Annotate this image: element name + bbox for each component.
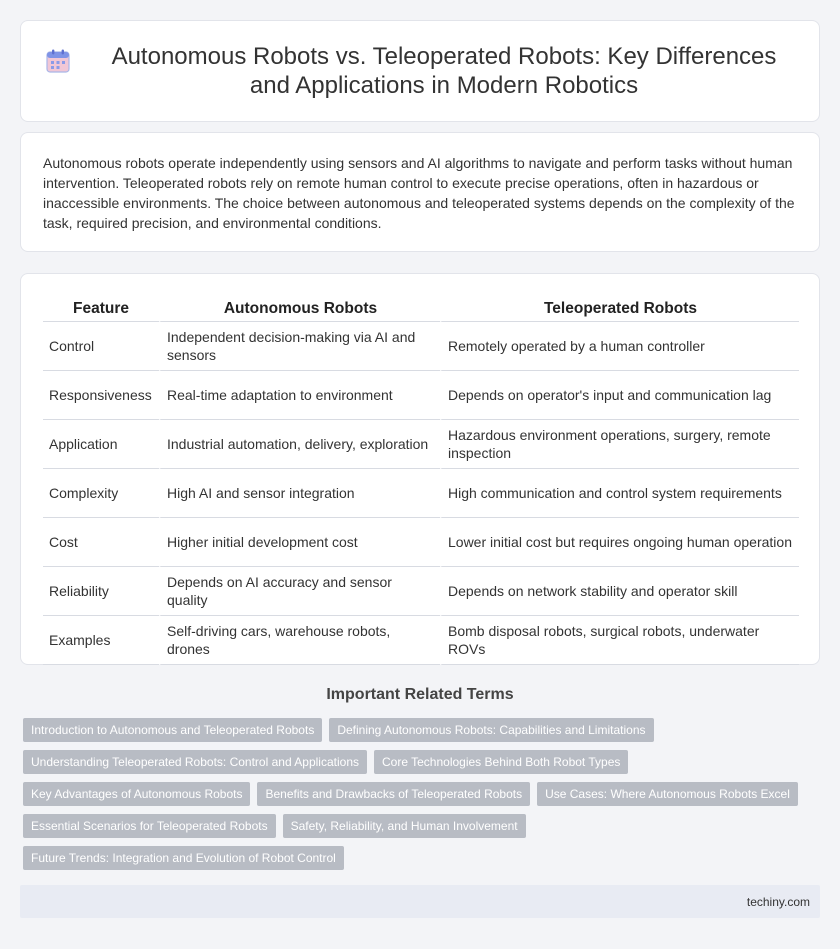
teleoperated-cell: Depends on operator's input and communication lag bbox=[440, 371, 799, 420]
teleoperated-cell: Depends on network stability and operator skill bbox=[440, 567, 799, 616]
teleoperated-cell: Lower initial cost but requires ongoing human operation bbox=[440, 518, 799, 567]
related-term-tag[interactable]: Defining Autonomous Robots: Capabilities and Limitations bbox=[329, 718, 653, 742]
autonomous-cell: Real-time adaptation to environment bbox=[159, 371, 440, 420]
table-row bbox=[43, 616, 799, 665]
autonomous-cell: Independent decision-making via AI and sensors bbox=[159, 322, 440, 371]
autonomous-cell: Self-driving cars, warehouse robots, drones bbox=[159, 616, 440, 665]
title-wrap bbox=[45, 42, 795, 100]
related-term-tag[interactable]: Understanding Teleoperated Robots: Control and Applications bbox=[23, 750, 367, 774]
header-feature: Feature bbox=[43, 296, 159, 322]
autonomous-cell: Industrial automation, delivery, exploration bbox=[159, 420, 440, 469]
header-autonomous: Autonomous Robots bbox=[159, 296, 440, 322]
related-term-tag[interactable]: Use Cases: Where Autonomous Robots Excel bbox=[537, 782, 798, 806]
table-row bbox=[43, 518, 799, 567]
teleoperated-cell: High communication and control system requirements bbox=[440, 469, 799, 518]
related-term-tag[interactable]: Key Advantages of Autonomous Robots bbox=[23, 782, 250, 806]
feature-cell: Complexity bbox=[43, 469, 159, 518]
related-terms-title: Important Related Terms bbox=[326, 686, 514, 703]
teleoperated-cell: Bomb disposal robots, surgical robots, underwater ROVs bbox=[440, 616, 799, 665]
related-term-tag[interactable]: Core Technologies Behind Both Robot Types bbox=[374, 750, 628, 774]
related-term-tag[interactable]: Safety, Reliability, and Human Involvement bbox=[283, 814, 526, 838]
table-row bbox=[43, 469, 799, 518]
teleoperated-cell: Hazardous environment operations, surgery, remote inspection bbox=[440, 420, 799, 469]
related-term-tag[interactable]: Essential Scenarios for Teleoperated Robots bbox=[23, 814, 276, 838]
header-teleoperated: Teleoperated Robots bbox=[440, 296, 799, 322]
feature-cell: Responsiveness bbox=[43, 371, 159, 420]
table-row bbox=[43, 371, 799, 420]
related-term-tag[interactable]: Introduction to Autonomous and Teleoperated Robots bbox=[23, 718, 322, 742]
feature-cell: Cost bbox=[43, 518, 159, 567]
table-row bbox=[43, 322, 799, 371]
comparison-table bbox=[43, 296, 799, 665]
table-row bbox=[43, 420, 799, 469]
feature-cell: Reliability bbox=[43, 567, 159, 616]
title-card bbox=[20, 20, 820, 122]
feature-cell: Control bbox=[43, 322, 159, 371]
page-title: Autonomous Robots vs. Teleoperated Robots: Key Differences and Applications in Modern Robotics bbox=[111, 43, 777, 99]
intro-card bbox=[20, 132, 820, 252]
feature-cell: Examples bbox=[43, 616, 159, 665]
calendar-icon bbox=[45, 48, 71, 74]
autonomous-cell: Depends on AI accuracy and sensor quality bbox=[159, 567, 440, 616]
autonomous-cell: Higher initial development cost bbox=[159, 518, 440, 567]
footer-site-link[interactable]: techiny.com bbox=[746, 894, 810, 909]
footer bbox=[20, 885, 820, 918]
related-term-tag[interactable]: Benefits and Drawbacks of Teleoperated Robots bbox=[257, 782, 530, 806]
comparison-card bbox=[20, 273, 820, 665]
related-terms-list bbox=[23, 718, 823, 878]
autonomous-cell: High AI and sensor integration bbox=[159, 469, 440, 518]
related-term-tag[interactable]: Future Trends: Integration and Evolution of Robot Control bbox=[23, 846, 344, 870]
intro-paragraph: Autonomous robots operate independently using sensors and AI algorithms to navigate and perform tasks without human intervention. Teleoperated robots rely on remote human control to execute precise operations, often in hazardous or inaccessible environments. The choice between autonomous and teleoperated systems depends on the complexity of the task, required precision, and environmental conditions. bbox=[43, 155, 795, 231]
table-header-row bbox=[43, 296, 799, 322]
table-row bbox=[43, 567, 799, 616]
feature-cell: Application bbox=[43, 420, 159, 469]
teleoperated-cell: Remotely operated by a human controller bbox=[440, 322, 799, 371]
